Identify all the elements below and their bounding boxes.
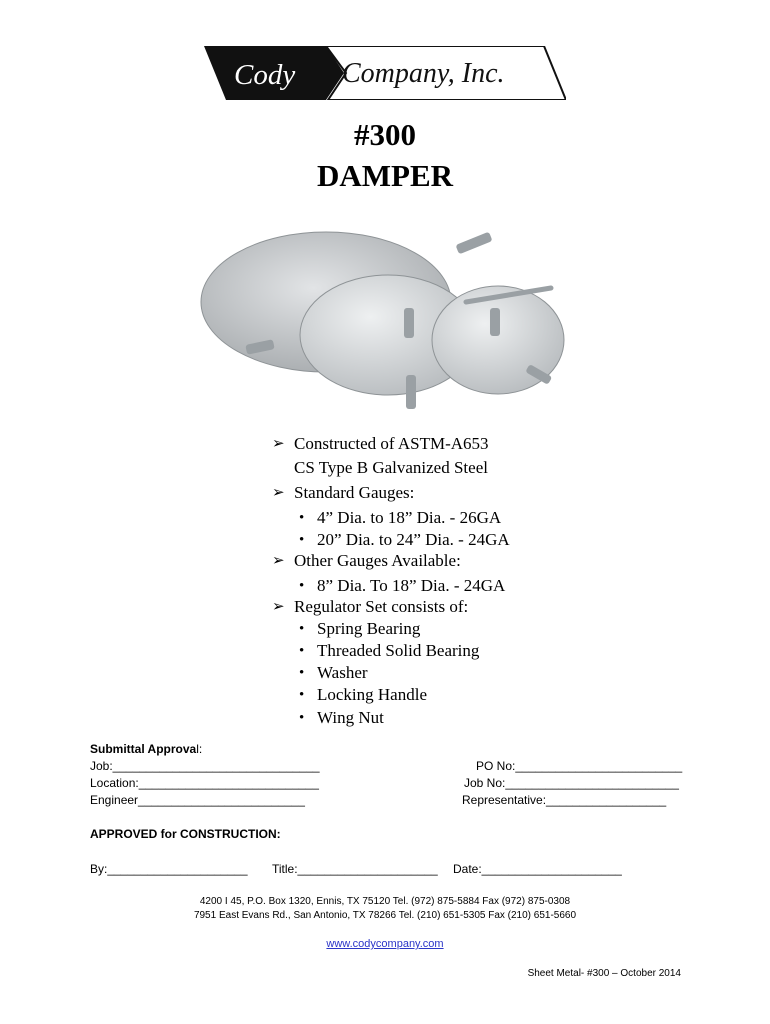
po-number-field[interactable]: PO No:_________________________ bbox=[476, 759, 683, 773]
page-title: DAMPER bbox=[316, 158, 454, 193]
by-field[interactable]: By:_____________________ bbox=[90, 862, 248, 876]
bearing-3 bbox=[406, 375, 416, 409]
website-link[interactable]: www.codycompany.com bbox=[326, 938, 444, 950]
arrow-bullet-icon: ➢ bbox=[272, 599, 285, 615]
job-number-field[interactable]: Job No:__________________________ bbox=[464, 776, 679, 790]
logo-right-words: Company, Inc. bbox=[342, 58, 505, 89]
product-photo bbox=[196, 230, 576, 430]
address-line-1: 4200 I 45, P.O. Box 1320, Ennis, TX 75120 Tel. (972) 875-5884 Fax (972) 875-0308 bbox=[199, 896, 571, 907]
bullet-icon: • bbox=[299, 665, 305, 681]
company-logo bbox=[204, 46, 566, 100]
job-field[interactable]: Job:_______________________________ bbox=[90, 759, 320, 773]
bearing-2 bbox=[404, 308, 414, 338]
title-field[interactable]: Title:_____________________ bbox=[272, 862, 438, 876]
page-title-number: #300 bbox=[354, 117, 416, 152]
bearing-4 bbox=[455, 232, 492, 255]
logo-left-word: Cody bbox=[234, 59, 296, 91]
address-line-2: 7951 East Evans Rd., San Antonio, TX 78266 Tel. (210) 651-5305 Fax (210) 651-5660 bbox=[193, 910, 577, 921]
arrow-bullet-icon: ➢ bbox=[272, 485, 285, 501]
arrow-bullet-icon: ➢ bbox=[272, 553, 285, 569]
bullet-icon: • bbox=[299, 687, 305, 703]
bullet-icon: • bbox=[299, 532, 305, 548]
engineer-field[interactable]: Engineer_________________________ bbox=[90, 793, 305, 807]
arrow-bullet-icon: ➢ bbox=[272, 436, 285, 452]
sheet-reference: Sheet Metal- #300 – October 2014 bbox=[527, 968, 681, 979]
approved-heading: APPROVED for CONSTRUCTION: bbox=[90, 827, 281, 841]
representative-field[interactable]: Representative:__________________ bbox=[462, 793, 667, 807]
bullet-icon: • bbox=[299, 643, 305, 659]
bullet-icon: • bbox=[299, 578, 305, 594]
date-field[interactable]: Date:_____________________ bbox=[453, 862, 622, 876]
location-field[interactable]: Location:___________________________ bbox=[90, 776, 319, 790]
bullet-icon: • bbox=[299, 710, 305, 726]
submittal-heading: Submittal Approval: bbox=[90, 742, 203, 756]
bullet-icon: • bbox=[299, 621, 305, 637]
bearing-5 bbox=[490, 308, 500, 336]
bullet-icon: • bbox=[299, 510, 305, 526]
